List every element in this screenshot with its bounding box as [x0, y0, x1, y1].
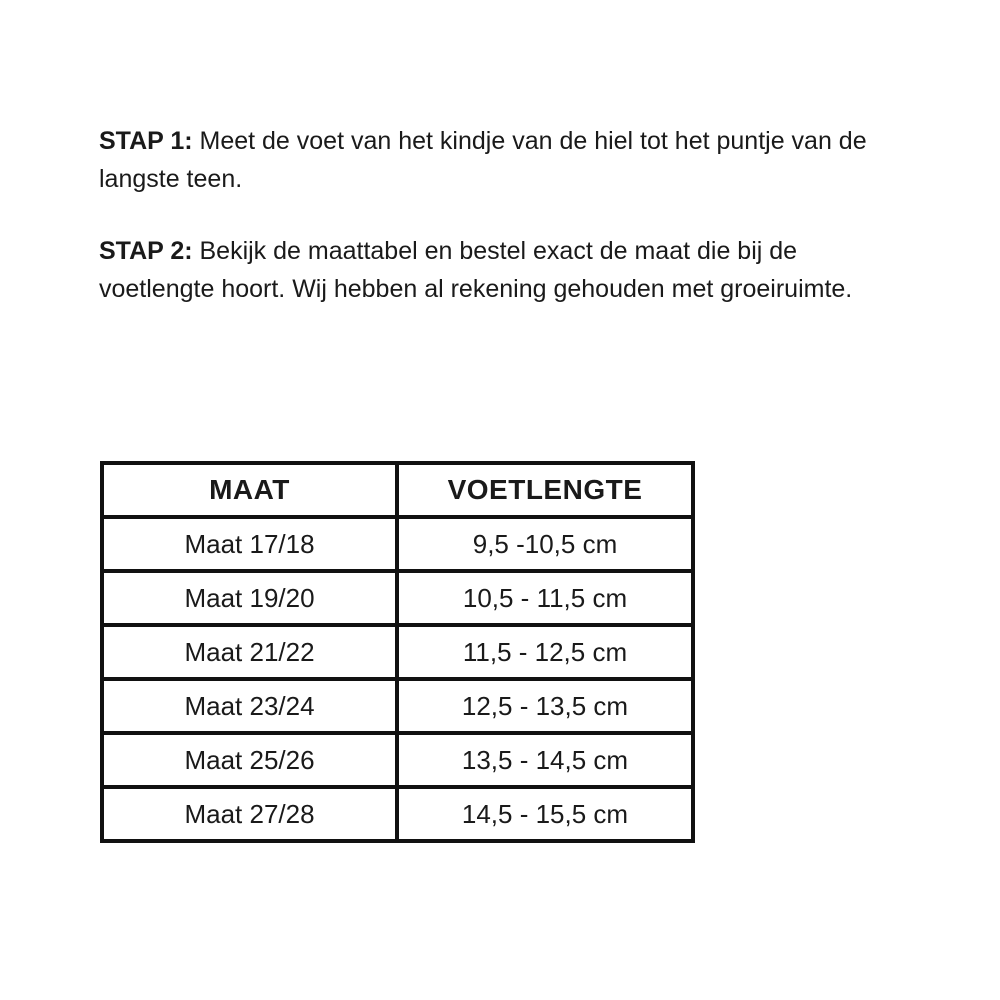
step-1-label: STAP 1:	[99, 127, 193, 155]
step-2	[99, 232, 899, 308]
foot-length-cell: 10,5 - 11,5 cm	[397, 571, 693, 625]
size-cell: Maat 27/28	[102, 787, 397, 841]
table-row	[102, 625, 693, 679]
table-row	[102, 679, 693, 733]
table-row	[102, 517, 693, 571]
header-voetlengte: VOETLENGTE	[397, 463, 693, 517]
header-maat: MAAT	[102, 463, 397, 517]
size-cell: Maat 17/18	[102, 517, 397, 571]
foot-length-cell: 13,5 - 14,5 cm	[397, 733, 693, 787]
size-cell: Maat 25/26	[102, 733, 397, 787]
size-cell: Maat 19/20	[102, 571, 397, 625]
table-row	[102, 787, 693, 841]
foot-length-cell: 14,5 - 15,5 cm	[397, 787, 693, 841]
size-cell: Maat 23/24	[102, 679, 397, 733]
step-1-text: Meet de voet van het kindje van de hiel tot het puntje van de langste teen.	[99, 127, 867, 193]
step-2-label: STAP 2:	[99, 237, 193, 265]
foot-length-cell: 9,5 -10,5 cm	[397, 517, 693, 571]
foot-length-cell: 12,5 - 13,5 cm	[397, 679, 693, 733]
step-2-text: Bekijk de maattabel en bestel exact de maat die bij de voetlengte hoort. Wij hebben al rekening gehouden met groeiruimte.	[99, 237, 853, 303]
instructions	[99, 122, 899, 308]
size-table	[100, 461, 695, 843]
step-1	[99, 122, 899, 198]
table-header-row	[102, 463, 693, 517]
foot-length-cell: 11,5 - 12,5 cm	[397, 625, 693, 679]
size-cell: Maat 21/22	[102, 625, 397, 679]
table-row	[102, 571, 693, 625]
table-row	[102, 733, 693, 787]
